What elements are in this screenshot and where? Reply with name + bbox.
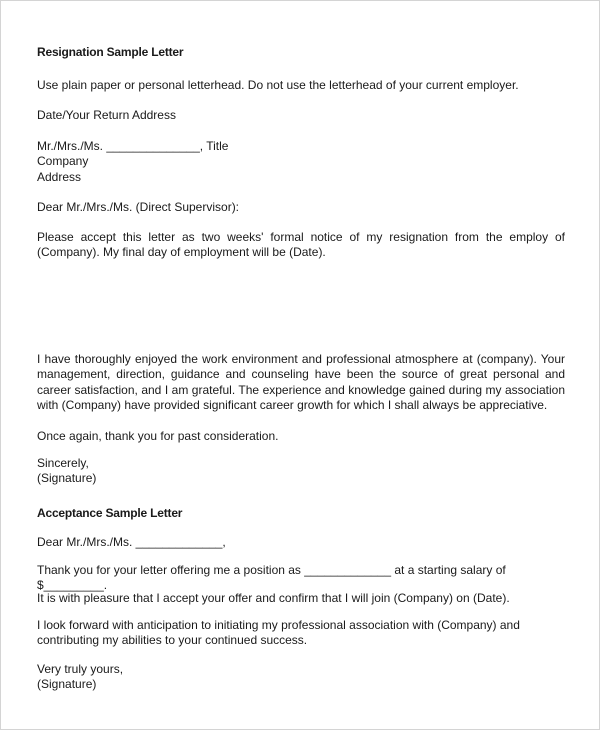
recipient-line: Mr./Mrs./Ms. ______________, Title	[37, 139, 229, 153]
resignation-instruction: Use plain paper or personal letterhead. Do not use the letterhead of your current employer.	[37, 78, 519, 92]
resignation-paragraph-2: I have thoroughly enjoyed the work environment and professional atmosphere at (company). Your management, direction, guidance and counseling have been the source of great personal and career satisfaction, and I am grateful. The experience and knowledge gained during my association with (Company) have provided significant career growth for which I shall always be appreciative.	[37, 352, 565, 413]
resignation-signature: (Signature)	[37, 471, 97, 486]
acceptance-paragraph-1: Thank you for your letter offering me a position as _____________ at a starting salary of $_________.	[37, 563, 506, 593]
recipient-block	[37, 139, 565, 185]
recipient-company: Company	[37, 154, 89, 169]
acceptance-closing: Very truly yours,	[37, 662, 124, 676]
resignation-paragraph-1: Please accept this letter as two weeks' formal notice of my resignation from the employ of (Company). My final day of employment will be (Date).	[37, 230, 565, 260]
acceptance-paragraph-3: I look forward with anticipation to initiating my professional association with (Company) and contributing my abilities to your continued success.	[37, 618, 520, 648]
acceptance-signature: (Signature)	[37, 677, 97, 692]
acceptance-closing-block	[37, 662, 565, 693]
acceptance-paragraph-2: It is with pleasure that I accept your offer and confirm that I will join (Company) on (Date).	[37, 591, 510, 605]
recipient-address: Address	[37, 169, 82, 184]
acceptance-heading: Acceptance Sample Letter	[37, 506, 183, 520]
resignation-salutation: Dear Mr./Mrs./Ms. (Direct Supervisor):	[37, 200, 240, 214]
acceptance-salutation: Dear Mr./Mrs./Ms. _____________,	[37, 535, 226, 549]
resignation-paragraph-3: Once again, thank you for past consideration.	[37, 429, 279, 443]
resignation-closing: Sincerely,	[37, 456, 89, 470]
resignation-closing-block	[37, 456, 565, 487]
resignation-heading: Resignation Sample Letter	[37, 45, 184, 59]
return-address: Date/Your Return Address	[37, 108, 176, 122]
